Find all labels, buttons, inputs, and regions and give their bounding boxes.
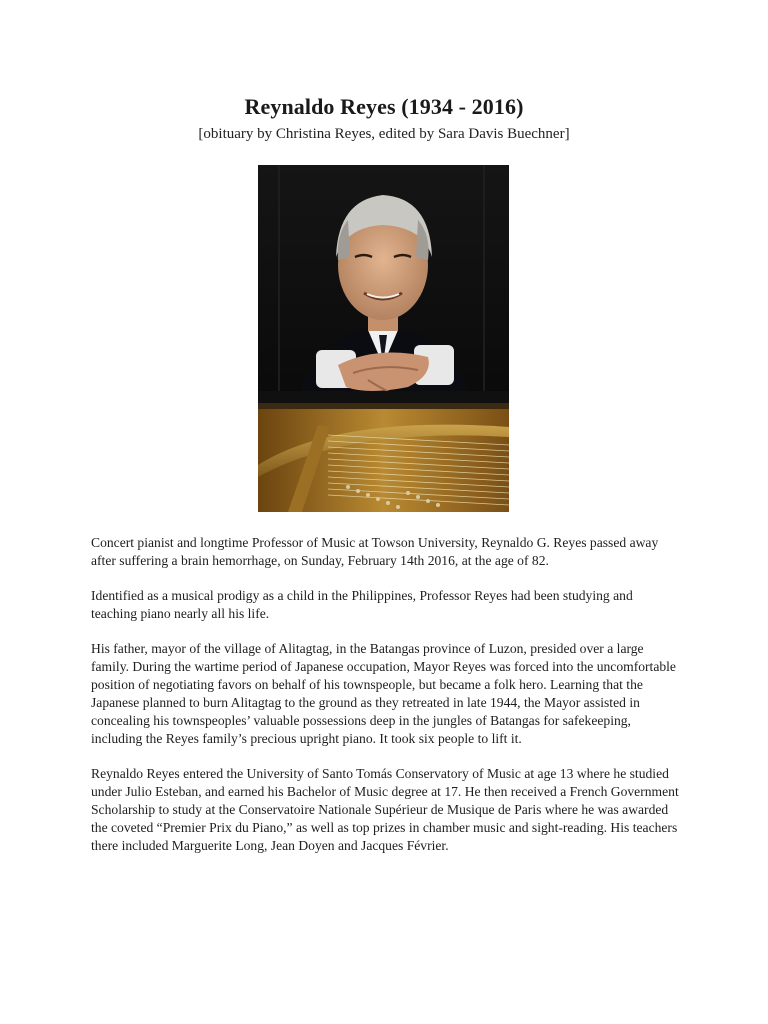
paragraph: Identified as a musical prodigy as a child in the Philippines, Professor Reyes had been studying and teaching piano nearly all his life. [91,588,633,621]
portrait-photo-icon [258,165,509,512]
paragraph: Reynaldo Reyes entered the University of Santo Tomás Conservatory of Music at age 13 where he studied under Julio Esteban, and earned his Bachelor of Music degree at 17. He then received a French Government Scholarship to study at the Conservatoire Nationale Supérieur de Musique de Paris where he was awarded the coveted “Premier Prix du Piano,” as well as top prizes in chamber music and sight-reading. His teachers there included Marguerite Long, Jean Doyen and Jacques Février. [91,766,679,853]
paragraph: His father, mayor of the village of Alitagtag, in the Batangas province of Luzon, presided over a large family. During the wartime period of Japanese occupation, Mayor Reyes was forced into the uncomfortable position of negotiating favors on behalf of his townspeople, but became a folk hero. Learning that the Japanese planned to burn Alitagtag to the ground as they retreated in late 1944, the Mayor assisted in concealing his townspeoples’ valuable possessions deep in the jungles of Batangas for safekeeping, including the Reyes family’s precious upright piano. It took six people to lift it. [91,641,676,746]
page-subtitle: [obituary by Christina Reyes, edited by Sara Davis Buechner] [198,126,570,142]
page-title: Reynaldo Reyes (1934 - 2016) [244,94,524,119]
paragraph: Concert pianist and longtime Professor of Music at Towson University, Reynaldo G. Reyes passed away after suffering a brain hemorrhage, on Sunday, February 14th 2016, at the age of 82. [91,535,659,568]
portrait-photo [258,165,509,512]
obituary-body [91,534,681,872]
